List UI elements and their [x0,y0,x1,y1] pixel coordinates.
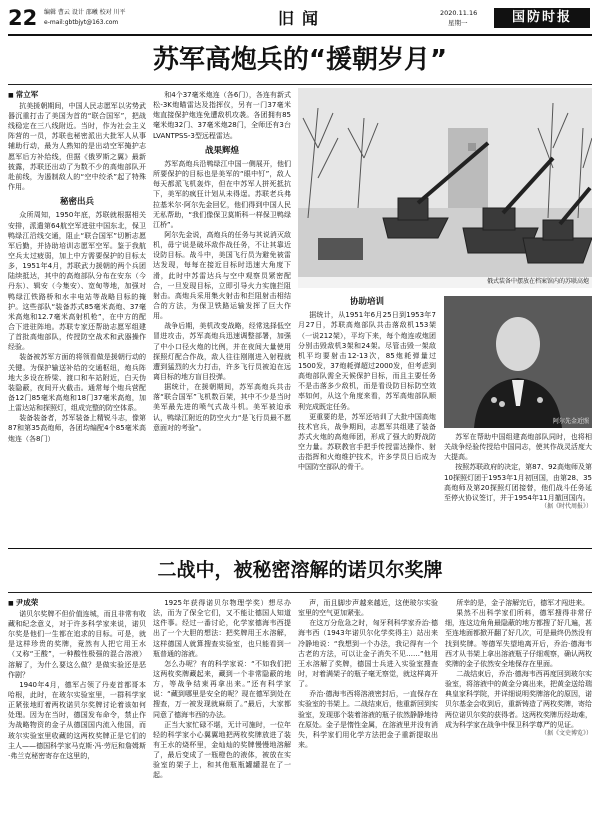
subheading: 协助培训 [349,297,384,307]
source-note: （据《文史博览》） [540,729,592,737]
paragraph: 怎么办呢？有的科学家说：“不如我们把这两枚奖牌藏起来，藏到一个非常隐蔽的地方，等战争结束再拿出来。”还有科学家说：“藏到哪里是安全的呢？现在德军到处在搜查，万一被发现就麻烦了。”最后，大家都同意了德海韦西的办法。 [153,659,291,719]
photo-caption: 俄式装备中摆放在档案馆内的苏联高炮 [298,277,592,288]
header [8,6,592,36]
paragraph: 1940年4月，德军占领了丹麦首都哥本哈根，此时，在玻尔实验室里，一群科学家正紧张地盯着两枚诺贝尔奖牌讨论着该如何处理。因为在当时，德国发布命令，禁止作为战略物资的金子从德国国内流入他国，而玻尔实验室里收藏的这两枚奖牌正是它们的主人——德国科学家马克斯·冯·劳厄和詹姆斯·弗兰克秘密寄存在这里的， [8,680,146,760]
paragraph: 按照苏联政府的决定，第87、92高炮师及第10探照灯团于1953年1月初回国，由第28、35高炮师及第20探照灯团接替，他们战斗任务延至停火协议签订，并于1954年11月撤回国内。 [444,463,592,502]
byline: ■ 常立军 [8,90,146,101]
article2-column-2 [153,598,291,822]
article1-column-2 [153,90,291,540]
masthead-logo: 国防时报 [494,8,590,28]
paragraph: 二战结束后，乔治·德海韦西再度回到玻尔实验室，将溶液中的黄金分离出来，把黄金送给瑞典皇家科学院，并详细说明奖牌溶化的原因，诺贝尔基金会收到后，重新铸造了两枚奖牌，寄给两位诺贝尔奖的获得者。这两枚奖牌历经劫难，成为科学家在战争中保卫科学尊严的见证。 [445,669,592,729]
page-number: 22 [8,6,38,30]
paragraph: 战争后期，美机改变战略，经常选择低空冒进攻击，苏军高炮兵迅速调整部署，加强了中小口径火炮的比例，并在夜间大量使用探照灯配合作战，敌人往往刚刚进入射程就遭到猛烈的火力打击，许多飞行员被迫在远离目标的地方盲目投弹。 [153,322,291,381]
article2-column-3 [298,598,438,822]
veteran-portrait [444,296,592,428]
article2-column-4 [445,598,592,822]
paragraph: 果然不出科学家们所料，德军搜得非常仔细，连这边角角最隐蔽的地方都搜了好几遍，甚至连地面都掀开翻了好几次，可是最终仍然没有找到奖牌。等德军失望地离开后，乔治·德海韦西才从书架上拿出溶液瓶子仔细观察，确认两枚奖牌的金子依然安全地保存在里面。 [445,609,592,668]
paragraph: 和4个37毫米炮连（各6门），各连有新式松-3K炮瞄雷达及指挥仪，另有一门37毫米炮直接保护炮连免遭敌机攻袭。各团拥有85毫米炮32门、37毫米炮28门，全师还有3台LVANTPSS-3型远程雷达。 [153,91,291,140]
section-title: 旧闻 [278,9,327,28]
article1-column-1 [8,90,146,540]
paragraph: 正当大家忙碌不堪，无计可施时，一位年轻的科学家小心翼翼地把两枚奖牌放进了装有王水的烧杯里，金灿灿的奖牌慢慢地溶解了，最后变成了一瓶橙色的液体，被放在实验室的架子上，和其他瓶瓶罐罐混在了一起。 [153,720,291,780]
paragraph: 抗美援朝期间，中国人民志愿军以劣势武器沉重打击了美国为首的“联合国军”，把战线稳定在三八线附近。当时，作为社会主义阵营的一员，苏联也秘密派出大批军人从事辅助行动，最为人熟知的是出动空军掩护志愿军后方补给线，但据《俄罗斯之翼》最新披露，苏联还出动了为数不少的高炮部队开赴前线，为遏制敌人的“空中绞杀”起了特殊作用。 [8,101,146,191]
paragraph: 乔治·德海韦西将溶液密封后，一直保存在实验室的书架上。二战结束后，他重新回到实验室，发现那个装着溶液的瓶子依然静静地待在原处。金子是惰性金属，在溶液里并没有消失，科学家们用化学方法把金子重新提取出来。 [298,690,438,749]
paragraph: 在这万分危急之时，匈牙利科学家乔治·德海韦西（1943年诺贝尔化学奖得主）站出来冷静地说：“我想到一个办法，我记得有一个古老的方法，可以让金子消失不见……”他用王水溶解了奖牌，德国士兵进入实验室搜查时，对着满架子的瓶子毫无察觉，就这样离开了。 [298,619,438,689]
article1-column-3 [298,292,436,540]
paragraph: 诺贝尔奖牌不但价值连城，而且非常有收藏和纪念意义，对于许多科学家来说，诺贝尔奖是他们一生都在追求的目标。可是，就是这样珍贵的奖牌，竟然有人把它用王水（又称“王酸”，一种酸性极强的混合溶液）溶解了，为什么要这么做？是做实验还是恶作剧？ [8,609,146,679]
paragraph: 苏军在帮助中国组建高炮部队同时，也将相关战争经验传授给中国同志，使其作战灵活度大大提高。 [444,433,592,462]
artillery-photo [298,88,592,288]
email-line: e-mail:gbtbjyt@163.com [44,19,119,26]
paragraph: 更重要的是，苏军还培训了大批中国高炮技术官兵，战争期间，志愿军共组建了装备苏式火炮的高炮师团，形成了强大的野战防空力量。苏联教官手把手传授雷达操作、射击指挥和火炮维护技术，许多学员日后成为中国防空部队的骨干。 [298,412,436,472]
paragraph: 阿尔先金说，高炮兵的任务与其说消灭敌机，毋宁说是破坏敌作战任务，不让其靠近设防目标。战斗中，美国飞行员为避免被雷达发现，每每在接近目标时迅速大角度下滑，此时中苏雷达兵与空中观察员紧密配合，一旦发现目标，立即引导火力实施拦阻射击。高炮兵采用集火射击和拦阻射击相结合的方法，为保卫铁路运输发挥了巨大作用。 [153,231,291,321]
issue-date: 2020.11.16 [440,9,478,17]
paragraph: 装备被苏军方面的将领看做是援朝行动的关键。为保护输送补给的交通枢纽，炮兵阵地大多设在桥梁、渡口和车站附近，白天伪装隐蔽，夜间开火截击。通常每个炮兵营配备12门85毫米高炮和18门37毫米高炮，加上雷达站和探照灯，组成完整的防空体系。 [8,353,146,413]
article1-column-4 [444,432,592,540]
paragraph: 1925年获得诺贝尔物理学奖）想尽办法，而为了保全它们，又不能让德国人知道这件事。经过一番讨论，化学家德海韦西提出了一个大胆的想法：把奖牌用王水溶解，这样德国人就算搜查实验室，也只能看到一瓶普通的溶液。 [153,599,291,658]
paragraph: 据统计，在援朝期间，苏军高炮兵共击落“联合国军”飞机数百架，其中不少是当时美军最先进的喷气式战斗机。美军被迫承认，鸭绿江附近的防空火力“是飞行员最不愿意面对的考验”。 [153,383,291,432]
article1-headline: 苏军高炮兵的“援朝岁月” [152,45,448,75]
paragraph: 苏军高炮兵沿鸭绿江中国一侧展开，他们所要保护的目标也是美军的“眼中钉”，敌人每天都派飞机轰炸，但在中苏军人拼死抵抗下，美军的疯狂计划从未得逞。苏联老兵弗拉基米尔·阿尔先金回忆，他们得到中国人民无私帮助，“我们像保卫莫斯科一样保卫鸭绿江桥”。 [153,160,291,229]
article2-headline: 二战中，被秘密溶解的诺贝尔奖牌 [157,559,443,581]
issue-weekday: 星期一 [448,19,468,27]
editors-line: 编辑 曹云 设计 邵曦 校对 川平 [44,9,126,16]
portrait-caption: 阿尔先金近照 [552,418,589,426]
paragraph: 据统计，从1951年6月25日到1953年7月27日，苏联高炮部队共击落敌机153架（一说212架），平均下来，每个炮连或炮团分别击毁敌机3架和24架。尽管击毁一架敌机平均要射击12-13次，85炮耗弹量过1500发，37炮耗弹超过2000发，但考虑到高炮部队需全天候保护目标，而且主要任务不是击落多少敌机，而是看设防目标防空效率如何，从这个角度来看，苏军高炮部队顺利完成既定任务。 [298,311,436,411]
article2-column-1 [8,598,146,822]
artillery-photo-drawing [298,88,592,288]
paragraph: 装备装备者，苏军装备上精锐斗志，像第87和第35高炮师，各团均编配4个85毫米高炮连（各8门） [8,414,146,443]
paragraph: 众所周知，1950年底，苏联就根据相关安排，派遣第64航空军进驻中国东北，保卫鸭绿江沿线交通，阻止“联合国军”切断志愿军后勤，并协助培训志愿军空军。鉴于我航空兵太过疲弱，加上中方需要保护的目标太多，1951年4月，苏联武力援朝的两个兵团陆续抵达，其中的高炮部队分布在安东（今丹东）、辑安（今集安）、宽甸等地，加强对鸭绿江铁路桥和水丰电站等战略目标的掩护。这些部队“装备苏式85毫米高炮、37毫米高炮和12.7毫米高射机枪”，在中方的配合下进驻阵地。苏联专家还帮助志愿军组建了首批高炮部队，传授防空战术和武器操作经验。 [8,211,146,352]
veteran-portrait-drawing [444,296,592,428]
byline: ■ 尹成荣 [8,598,146,609]
paragraph: 声，而且脚步声越来越近，这使玻尔实验室里的空气更加紧张。 [298,599,438,618]
subheading: 战果辉煌 [204,145,239,156]
subheading: 秘密出兵 [59,197,94,208]
source-note: （据《时代周报》） [540,502,592,510]
paragraph: 所幸的是，金子溶解完后，德军才闯进来。 [456,599,590,607]
